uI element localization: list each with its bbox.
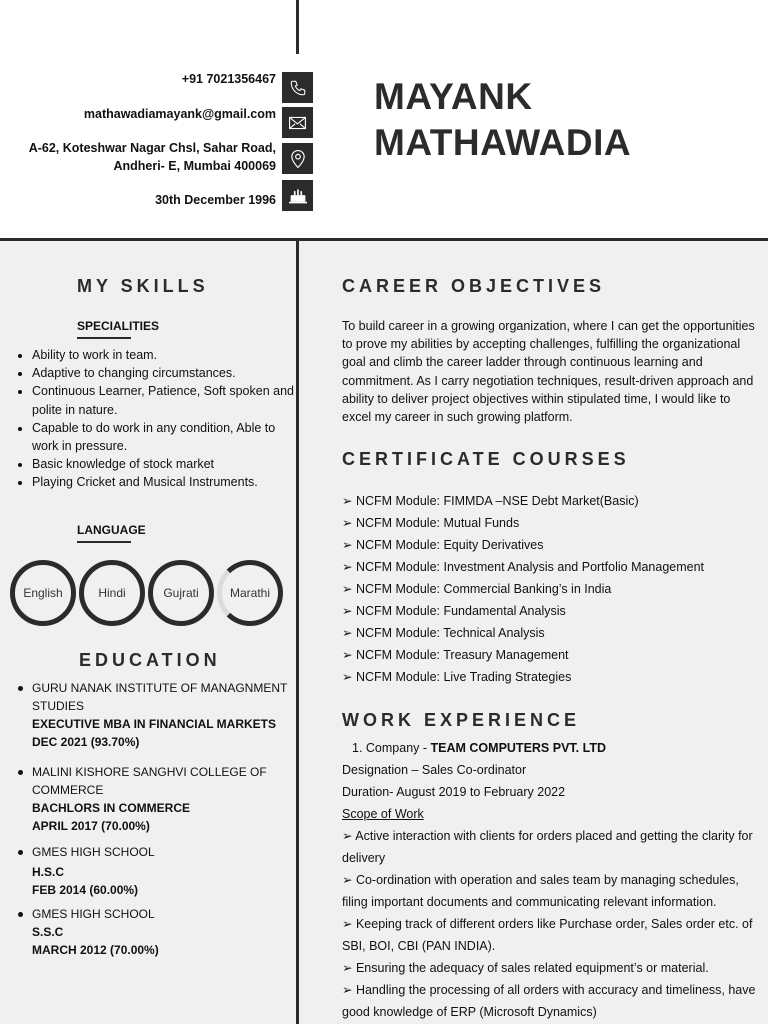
certificate-item: ➢ NCFM Module: Equity Derivatives bbox=[342, 538, 544, 552]
career-objectives-heading: CAREER OBJECTIVES bbox=[342, 276, 606, 296]
address-text bbox=[29, 139, 276, 175]
birthday-cake-icon bbox=[282, 180, 313, 211]
dob-text: 30th December 1996 bbox=[155, 193, 276, 207]
education-school: GURU NANAK INSTITUTE OF MANAGNMENT STUDIES bbox=[32, 681, 288, 713]
skills-heading: MY SKILLS bbox=[77, 276, 209, 296]
work-experience-body bbox=[342, 737, 760, 1023]
language-name: Hindi bbox=[98, 586, 126, 600]
education-date: FEB 2014 (60.00%) bbox=[32, 883, 139, 897]
certificate-courses-heading: CERTIFICATE COURSES bbox=[342, 449, 630, 469]
certificate-item: ➢ NCFM Module: Investment Analysis and Portfolio Management bbox=[342, 560, 705, 574]
address-line-2: Andheri- E, Mumbai 400069 bbox=[113, 159, 276, 173]
work-designation: Designation – Sales Co-ordinator bbox=[342, 763, 527, 777]
work-company-prefix: 1. Company - bbox=[352, 741, 431, 755]
skill-item: • Adaptive to changing circumstances. bbox=[32, 364, 294, 382]
work-scope-item: ➢ Keeping track of different orders like Purchase order, Sales order etc. of SBI, BOI, CBI (PAN INDIA). bbox=[342, 917, 753, 953]
language-ring-gujrati bbox=[148, 560, 214, 626]
work-duration: Duration- August 2019 to February 2022 bbox=[342, 785, 566, 799]
work-scope-item: ➢ Handling the processing of all orders with accuracy and timeliness, have good knowledge of ERP (Microsoft Dynamics) bbox=[342, 983, 756, 1019]
career-objectives-text: To build career in a growing organization, where I can get the opportunities to prove my abilities by accepting challenges, fulfilling the organizational goal and climb the career ladder through continuous learning and commitment. As I carry negotiation techniques, result-driven approach and ability to deliver project objectives within stipulated time, I would like to excel my career in such growing platform. bbox=[342, 319, 755, 425]
certificate-item: ➢ NCFM Module: FIMMDA –NSE Debt Market(Basic) bbox=[342, 494, 639, 508]
education-school: MALINI KISHORE SANGHVI COLLEGE OF COMMERCE bbox=[32, 765, 267, 797]
education-entry bbox=[14, 763, 296, 835]
candidate-name bbox=[374, 74, 631, 166]
education-degree: S.S.C bbox=[32, 925, 64, 939]
skill-item: • Playing Cricket and Musical Instruments. bbox=[32, 473, 294, 491]
phone-icon bbox=[282, 72, 313, 103]
skill-item: • Basic knowledge of stock market bbox=[32, 455, 294, 473]
education-degree: EXECUTIVE MBA IN FINANCIAL MARKETS bbox=[32, 717, 277, 731]
education-entry bbox=[14, 679, 296, 751]
work-scope-item: ➢ Active interaction with clients for orders placed and getting the clarity for delivery bbox=[342, 829, 753, 865]
specialities-heading bbox=[77, 319, 159, 339]
address-line-1: A-62, Koteshwar Nagar Chsl, Sahar Road, bbox=[28, 141, 276, 155]
education-entry bbox=[14, 905, 296, 959]
education-date: MARCH 2012 (70.00%) bbox=[32, 943, 159, 957]
education-school: GMES HIGH SCHOOL bbox=[32, 907, 155, 921]
education-entry bbox=[14, 843, 296, 899]
skill-item: • Continuous Learner, Patience, Soft spoken and polite in nature. bbox=[32, 382, 294, 418]
work-company-name: TEAM COMPUTERS PVT. LTD bbox=[430, 741, 606, 755]
education-degree: BACHLORS IN COMMERCE bbox=[32, 801, 190, 815]
work-company-line bbox=[342, 737, 760, 759]
vertical-divider bbox=[296, 238, 299, 1024]
education-date: DEC 2021 (93.70%) bbox=[32, 735, 140, 749]
work-scope-item: ➢ Co-ordination with operation and sales team by managing schedules, filing important documents and communicating relevant information. bbox=[342, 873, 739, 909]
education-heading: EDUCATION bbox=[79, 650, 221, 670]
education-degree: H.S.C bbox=[32, 865, 65, 879]
location-pin-icon bbox=[282, 143, 313, 174]
language-name: Gujrati bbox=[163, 586, 199, 600]
language-name: English bbox=[23, 586, 63, 600]
language-heading bbox=[77, 523, 146, 543]
language-ring-english bbox=[10, 560, 76, 626]
email-text: mathawadiamayank@gmail.com bbox=[83, 107, 276, 121]
resume-header bbox=[0, 0, 768, 240]
skill-item: • Capable to do work in any condition, Able to work in pressure. bbox=[32, 419, 294, 455]
language-label: LANGUAGE bbox=[77, 523, 146, 537]
language-ring-hindi bbox=[79, 560, 145, 626]
specialities-label: SPECIALITIES bbox=[77, 319, 160, 333]
name-last: MATHAWADIA bbox=[374, 122, 632, 163]
certificate-item: ➢ NCFM Module: Fundamental Analysis bbox=[342, 604, 566, 618]
phone-text: +91 7021356467 bbox=[181, 72, 276, 86]
certificate-item: ➢ NCFM Module: Commercial Banking’s in India bbox=[342, 582, 612, 596]
language-name: Marathi bbox=[229, 586, 270, 600]
certificate-item: ➢ NCFM Module: Mutual Funds bbox=[342, 516, 520, 530]
name-first: MAYANK bbox=[374, 76, 533, 117]
certificate-item: ➢ NCFM Module: Live Trading Strategies bbox=[342, 670, 572, 684]
skills-list bbox=[0, 346, 294, 492]
email-icon bbox=[282, 107, 313, 138]
horizontal-divider bbox=[0, 238, 768, 241]
education-school: GMES HIGH SCHOOL bbox=[32, 845, 155, 859]
work-scope-item: ➢ Ensuring the adequacy of sales related equipment’s or material. bbox=[342, 961, 709, 975]
certificate-item: ➢ NCFM Module: Treasury Management bbox=[342, 648, 569, 662]
language-ring-marathi bbox=[217, 560, 283, 626]
skill-item: • Ability to work in team. bbox=[32, 346, 294, 364]
certificate-item: ➢ NCFM Module: Technical Analysis bbox=[342, 626, 545, 640]
work-scope-title: Scope of Work bbox=[342, 807, 424, 821]
work-experience-heading: WORK EXPERIENCE bbox=[342, 710, 581, 730]
header-divider bbox=[296, 0, 299, 54]
education-date: APRIL 2017 (70.00%) bbox=[32, 819, 150, 833]
